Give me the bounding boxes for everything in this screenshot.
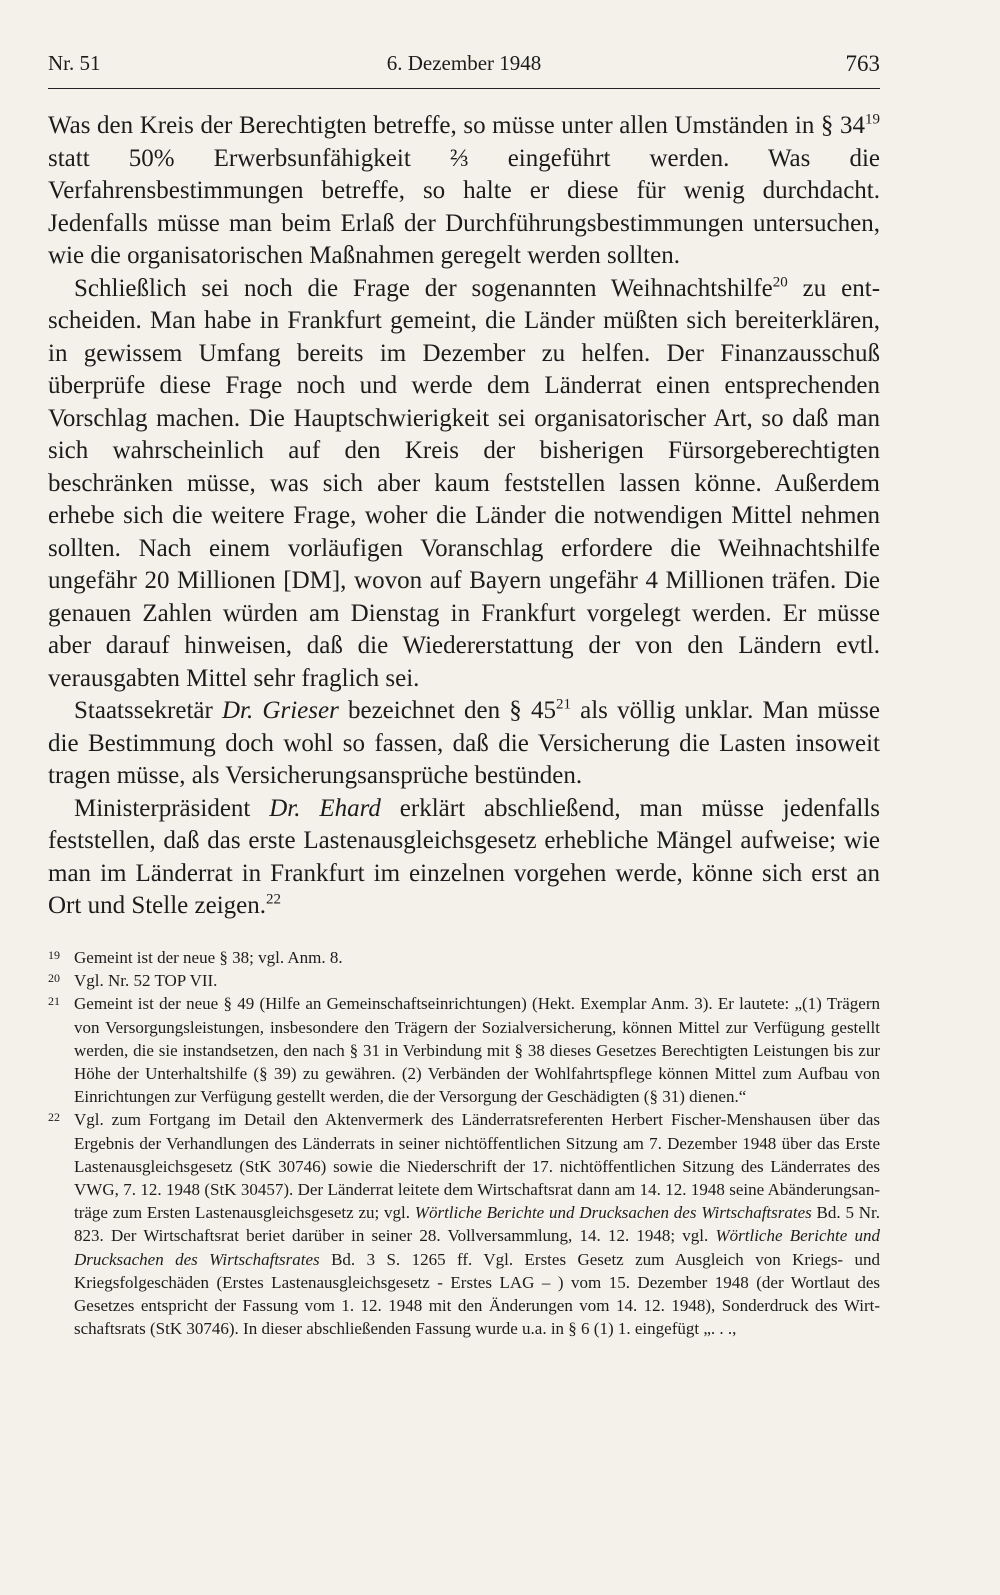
text-run: Was den Kreis der Berechtigten betreffe, so müsse unter allen Umständen in § 34 (48, 112, 865, 139)
footnote-ref: 22 (266, 891, 281, 908)
running-header (48, 48, 880, 89)
footnote (48, 1108, 880, 1340)
header-issue-number: Nr. 51 (48, 51, 101, 75)
text-run: Schließlich sei noch die Frage der sogenannten Weihnachtshilfe (74, 274, 773, 302)
footnote-number: 20 (48, 971, 60, 986)
footnote-text (74, 946, 880, 969)
paragraph (48, 273, 880, 696)
footnote-ref: 19 (865, 111, 880, 128)
footnote (48, 969, 880, 992)
page-number: 763 (845, 51, 880, 76)
text-run: Vgl. Nr. 52 TOP VII. (74, 971, 218, 991)
footnote (48, 946, 880, 969)
italic-text: Dr. Ehard (269, 794, 381, 822)
footnote-ref: 20 (772, 273, 788, 290)
paragraph (48, 110, 880, 273)
italic-text: Dr. Grieser (222, 697, 339, 724)
footnote-number: 19 (48, 948, 60, 962)
footnote-text (74, 992, 880, 1108)
footnote (48, 992, 880, 1108)
text-run: Bd. 3 S. 1265 ff. Vgl. Erstes Gesetz zum Ausgleich von Kriegs- und Kriegsfolgeschäden (Erstes Lastenausgleichsgesetz - Erstes LAG – ) vom 15. Dezember 1948 (der Wortlaut des Gesetzes entspricht der Fassung vom 1. 12. 1948 mit den Änderungen vom 14. 12. 1948), Sonderdruck des Wirtschaftsrats (StK 30746). In dieser abschließenden Fassung wurde u.a. in § 6 (1) 1. eingefügt „. . ., (74, 1249, 880, 1339)
text-run: zu entscheiden. Man habe in Frankfurt gemeint, die Länder müßten sich bereiterklären, in gewissem Umfang bereits im Dezember zu helfen. Der Finanzausschuß überprüfe diese Frage noch und werde dem Länderrat einen entsprechenden Vorschlag machen. Die Hauptschwierigkeit sei organisatorischer Art, so daß man sich wahrscheinlich auf den Kreis der bisherigen Fürsorgeberechtigten beschränken müsse, was sich aber kaum feststellen lassen könne. Außerdem erhebe sich die weitere Frage, woher die Länder die notwendigen Mittel nehmen sollten. Nach einem vorläufigen Voranschlag erfordere die Weihnachtshilfe ungefähr 20 Millionen [DM], wovon auf Bayern ungefähr 4 Millionen träfen. Die genauen Zahlen würden am Dienstag in Frankfurt vorgelegt werden. Er müsse aber darauf hinweisen, daß die Wiedererstattung der von den Ländern evtl. verausgabten Mittel sehr fraglich sei. (48, 274, 881, 692)
footnote-text (74, 969, 880, 992)
text-run: Staatssekretär (74, 697, 222, 724)
main-text (48, 110, 880, 923)
italic-text: Wörtliche Berichte und Drucksachen des Wirtschaftsrates (74, 1226, 880, 1269)
footnote-number: 22 (48, 1110, 60, 1125)
footnote-ref: 21 (555, 696, 571, 713)
text-run: Gemeint ist der neue § 38; vgl. Anm. 8. (74, 948, 343, 967)
paragraph (48, 695, 880, 793)
text-run: bezeichnet den § 45 (338, 697, 556, 724)
header-date: 6. Dezember 1948 (386, 51, 542, 75)
text-run: Vgl. zum Fortgang im Detail den Aktenvermerk des Länderratsreferenten Herbert Fischer-Menshausen über das Ergebnis der Verhandlungen des Länderrats in seiner nichtöffentlichen Sitzung am 7. Dezember 1948 über das Erste Lastenausgleichsgesetz (StK 30746) sowie die Niederschrift der 17. nichtöffentlichen Sitzung des Länderrates des VWG, 7. 12. 1948 (StK 30457). Der Länderrat leitete dem Wirtschaftsrat dann am 14. 12. 1948 seine Abänderungsanträge zum Ersten Lastenausgleichsgesetz zu; vgl. (74, 1110, 880, 1223)
footnote-number: 21 (48, 994, 60, 1009)
text-run: Bd. 5 Nr. 823. Der Wirtschaftsrat beriet darüber in seiner 28. Vollversammlung, 14. 12. 1948; vgl. (74, 1203, 880, 1246)
text-run: statt 50% Erwerbsunfähigkeit ⅔ eingeführt werden. Was die Verfahrensbestimmungen betreffe, so halte er diese für wenig durchdacht. Jedenfalls müsse man beim Erlaß der Durchführungsbestimmungen untersuchen, wie die organisatorischen Maßnahmen geregelt werden sollten. (48, 144, 880, 269)
footnotes (48, 946, 880, 1340)
footnote-text (74, 1108, 880, 1340)
italic-text: Wörtliche Berichte und Drucksachen des Wirtschaftsrates (414, 1203, 812, 1223)
text-run: Gemeint ist der neue § 49 (Hilfe an Gemeinschaftseinrichtungen) (Hekt. Exemplar Anm. 3). Er lautete: „(1) Trägern von Versorgungsleistungen, insbesondere den Trägern der Sozialversicherung, können Mittel zur Verfügung gestellt werden, die sie instandsetzen, den nach § 31 in Verbindung mit § 38 dieses Gesetzes Berechtigten Leistungen bis zur Höhe der Unterhaltshilfe (§ 39) zu gewähren. (2) Verbänden der Wohlfahrtspflege können Mittel zum Aufbau von Einrichtungen zur Verfügung gestellt werden, die der Versorgung der Geschädigten (§ 31) dienen.“ (74, 994, 880, 1107)
text-run: als völlig unklar. Man müsse die Bestimmung doch wohl so fassen, daß die Versicherung die Lasten insoweit tragen müsse, als Versicherungsansprüche bestünden. (48, 697, 880, 789)
text-run: erklärt abschließend, man müsse jedenfalls feststellen, daß das erste Lastenausgleichsgesetz erhebliche Mängel aufweise; wie man im Länderrat in Frankfurt im einzelnen vorgehen werde, könne sich erst an Ort und Stelle zeigen. (48, 794, 880, 919)
paragraph (48, 793, 880, 923)
text-run: Ministerpräsident (74, 794, 270, 822)
